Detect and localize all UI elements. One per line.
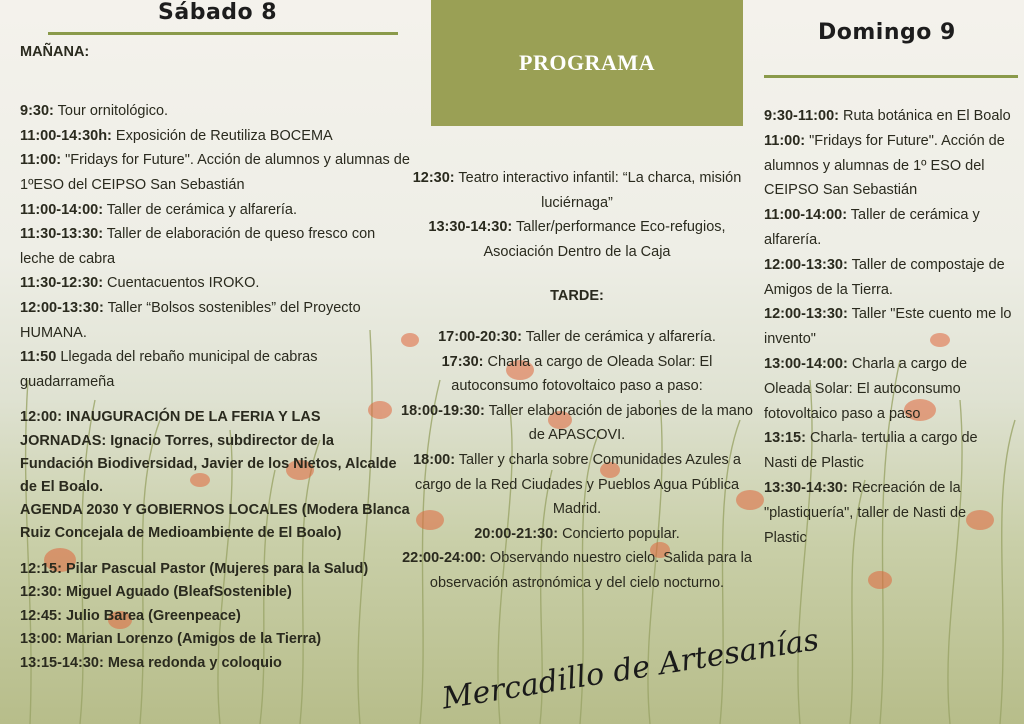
programa-afternoon-item-time: 17:00-20:30: [438, 328, 522, 345]
programa-afternoon-item [398, 399, 756, 448]
saturday-item [20, 99, 410, 124]
programa-morning-list [398, 166, 756, 264]
sunday-item-time: 12:00-13:30: [764, 256, 848, 273]
saturday-item-text: Exposición de Reutiliza BOCEMA [111, 127, 333, 144]
sunday-item-text: "Fridays for Future". Acción de alumnos y alumnas de 1º ESO del CEIPSO San Sebastián [764, 132, 1005, 199]
programa-afternoon-item-time: 18:00-19:30: [401, 402, 485, 419]
agenda-text: AGENDA 2030 Y GOBIERNOS LOCALES (Modera Blanca Ruiz Concejala de Medioambiente de El Boalo) [20, 502, 410, 542]
sunday-item [764, 476, 1012, 550]
saturday-item-time: 11:30-12:30: [20, 275, 104, 292]
programa-afternoon-item-text: Taller y charla sobre Comunidades Azules a cargo de la Red Ciudades y Pueblos Agua Pública Madrid. [414, 451, 741, 518]
programa-afternoon-item-text: Observando nuestro cielo. Salida para la observación astronómica y del cielo nocturno. [429, 550, 752, 591]
sunday-item-time: 13:15: [764, 430, 806, 447]
programa-afternoon-item-time: 20:00-21:30: [474, 525, 559, 542]
afternoon-label: TARDE: [550, 288, 604, 305]
programa-morning-item-time: 12:30: [412, 170, 455, 186]
sunday-item-time: 11:00-14:00: [764, 207, 848, 224]
saturday-item-time: 9:30: [20, 103, 54, 120]
programa-afternoon-item [398, 546, 756, 595]
sunday-item [764, 129, 1012, 203]
sunday-item-time: 13:00-14:00: [764, 355, 848, 372]
sunday-item [764, 352, 1012, 426]
sunday-item [764, 302, 1012, 352]
saturday-item-time: 11:50 [20, 349, 57, 366]
saturday-title: Sábado 8 [158, 0, 278, 25]
sunday-item-text: Taller de cerámica y alfarería. [764, 207, 980, 248]
sunday-item-time: 9:30-11:00: [764, 108, 839, 124]
programa-afternoon-item-time: 18:00: [413, 451, 456, 468]
saturday-item [20, 345, 410, 394]
speaker-item: 13:00: Marian Lorenzo (Amigos de la Tierra) [20, 631, 322, 648]
programa-title: PROGRAMA [519, 50, 655, 75]
sunday-item [764, 104, 1012, 129]
speaker-item: 12:30: Miguel Aguado (BleafSostenible) [20, 584, 292, 601]
saturday-speakers-list [20, 558, 410, 676]
saturday-item-time: 12:00-13:30: [20, 299, 104, 316]
programa-afternoon-item [398, 325, 756, 350]
sunday-list [764, 104, 1012, 550]
programa-morning-item [398, 215, 756, 264]
saturday-item-text: Tour ornitológico. [53, 103, 169, 120]
saturday-item-time: 11:00: [20, 152, 62, 169]
morning-label: MAÑANA: [20, 44, 90, 60]
programa-afternoon-item-text: Concierto popular. [558, 525, 680, 542]
speaker-item: 13:15-14:30: Mesa redonda y coloquio [20, 654, 282, 671]
saturday-item-text: Taller de elaboración de queso fresco con leche de cabra [20, 226, 376, 267]
sunday-item [764, 426, 1012, 476]
sunday-title: Domingo 9 [818, 20, 956, 45]
programa-morning-item [398, 166, 756, 215]
saturday-item-time: 11:00-14:00: [20, 201, 104, 218]
programa-afternoon-item-text: Taller elaboración de jabones de la mano de APASCOVI. [484, 402, 753, 444]
saturday-item-time: 11:00-14:30h: [20, 127, 112, 144]
saturday-item-text: "Fridays for Future". Acción de alumnos y alumnas de 1ºESO del CEIPSO San Sebastián [20, 152, 410, 193]
saturday-column [20, 40, 410, 676]
sunday-item-text: Ruta botánica en El Boalo [838, 108, 1011, 124]
programa-afternoon-item [398, 350, 756, 399]
sunday-item [764, 203, 1012, 253]
sunday-item-time: 11:00: [764, 132, 806, 149]
saturday-item-text: Taller “Bolsos sostenibles” del Proyecto HUMANA. [20, 299, 361, 341]
speaker-item: 12:45: Julio Barea (Greenpeace) [20, 607, 241, 624]
saturday-item-text: Llegada del rebaño municipal de cabras guadarrameña [20, 349, 318, 390]
saturday-item [20, 296, 410, 345]
saturday-item [20, 148, 410, 197]
programa-afternoon-item-time: 17:30: [441, 353, 484, 370]
programa-afternoon-list [398, 325, 756, 596]
saturday-item [20, 198, 410, 223]
programa-afternoon-item [398, 448, 756, 522]
speaker-item: 12:15: Pilar Pascual Pastor (Mujeres para la Salud) [20, 560, 369, 577]
saturday-item [20, 271, 410, 296]
saturday-item-time: 11:30-13:30: [20, 226, 104, 243]
sunday-item-text: Taller "Este cuento me lo invento" [764, 306, 1012, 348]
saturday-item-text: Cuentacuentos IROKO. [103, 275, 260, 292]
programa-afternoon-item-text: Charla a cargo de Oleada Solar: El autoconsumo fotovoltaico paso a paso: [451, 353, 713, 395]
sunday-item-text: Charla- tertulia a cargo de Nasti de Plastic [764, 430, 978, 472]
programa-morning-item-text: Taller/performance Eco-refugios, Asociación Dentro de la Caja [483, 219, 726, 260]
sunday-item-text: Taller de compostaje de Amigos de la Tierra. [764, 256, 1005, 298]
sunday-column [764, 104, 1012, 550]
programa-column [398, 166, 756, 596]
programa-afternoon-item-time: 22:00-24:00: [402, 550, 486, 567]
saturday-item-text: Taller de cerámica y alfarería. [103, 201, 297, 218]
saturday-item [20, 222, 410, 271]
saturday-title-rule [48, 32, 398, 35]
sunday-item [764, 253, 1012, 303]
inauguration-text: 12:00: INAUGURACIÓN DE LA FERIA Y LAS JORNADAS: Ignacio Torres, subdirector de la Fundación Biodiversidad, Javier de los Nietos, Alcalde de El Boalo. [20, 409, 397, 495]
sunday-title-rule [764, 75, 1018, 78]
programa-banner [431, 0, 743, 126]
sunday-item-time: 12:00-13:30: [764, 306, 848, 323]
saturday-morning-list [20, 99, 410, 394]
sunday-item-text: Recreación de la "plastiquería", taller de Nasti de Plastic [764, 479, 967, 546]
sunday-item-text: Charla a cargo de Oleada Solar: El autoconsumo fotovoltaico paso a paso [764, 355, 968, 422]
sunday-item-time: 13:30-14:30: [764, 479, 848, 496]
programa-morning-item-time: 13:30-14:30: [428, 219, 513, 236]
programa-afternoon-item-text: Taller de cerámica y alfarería. [521, 328, 716, 345]
programa-afternoon-item [398, 522, 756, 547]
saturday-item [20, 124, 410, 149]
programa-morning-item-text: Teatro interactivo infantil: “La charca, misión luciérnaga” [454, 170, 742, 211]
mercadillo-signature: Mercadillo de Artesanías [439, 622, 822, 717]
